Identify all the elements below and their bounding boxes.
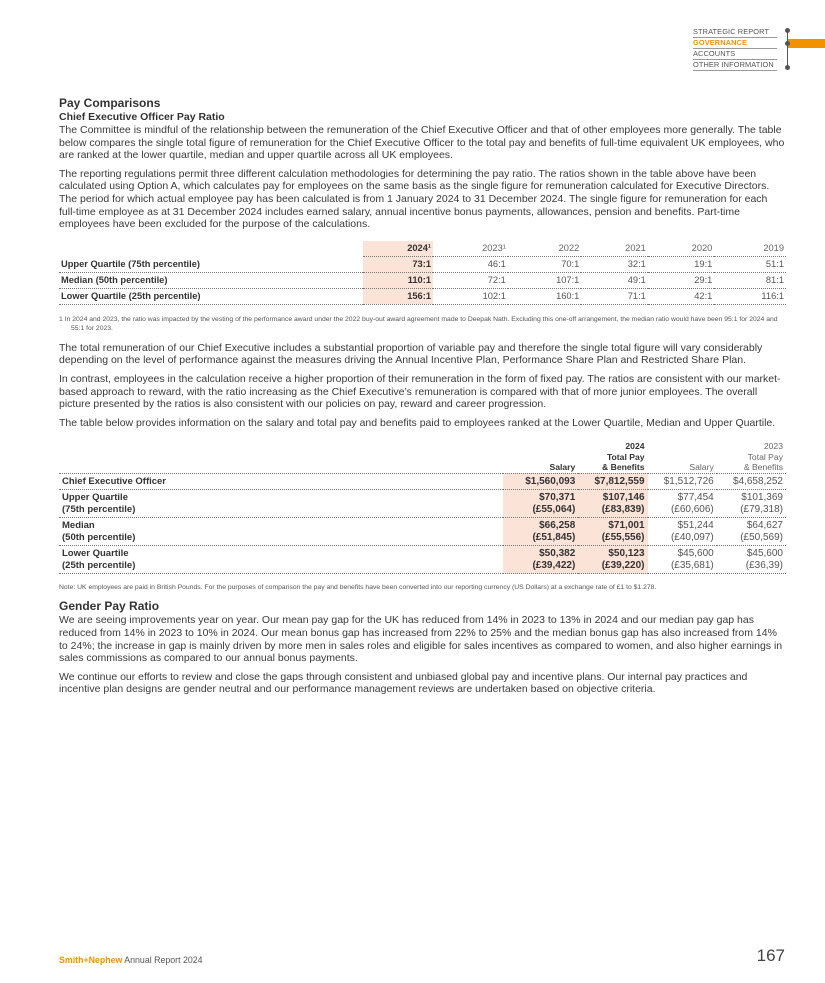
- table-row: [59, 546, 786, 574]
- table-cell: 42:1: [648, 288, 715, 304]
- table-cell: $7,812,559: [578, 473, 647, 490]
- table-row: [59, 490, 786, 518]
- column-header: 2021: [581, 241, 648, 257]
- column-header: 2022: [508, 241, 581, 257]
- table-cell: $45,600 (£36,39): [717, 546, 786, 574]
- table-cell: $101,369 (£79,318): [717, 490, 786, 518]
- table-row: [59, 518, 786, 546]
- nav-other-information[interactable]: OTHER INFORMATION: [693, 60, 777, 71]
- table-cell: 49:1: [581, 272, 648, 288]
- table-note: Note: UK employees are paid in British Pounds. For the purposes of comparison the pay and benefits have been converted into our reporting currency (US Dollars) at a exchange rate of £1 to $1.278.: [59, 584, 657, 592]
- table-header-row: [59, 241, 786, 257]
- table-cell: $71,001 (£55,556): [578, 518, 647, 546]
- paragraph: The total remuneration of our Chief Executive includes a substantial proportion of variable pay and therefore the single total figure will vary considerably depending on the level of performance against the measures driving the Annual Incentive Plan, Performance Share Plan and Restricted Share Plan.: [59, 341, 763, 367]
- page-number: 167: [756, 946, 785, 965]
- table-cell: 46:1: [433, 256, 508, 272]
- table-cell: 160:1: [508, 288, 581, 304]
- table-cell: $4,658,252: [717, 473, 786, 490]
- table-cell: $50,382 (£39,422): [503, 546, 578, 574]
- table-cell: 29:1: [648, 272, 715, 288]
- table-cell: $64,627 (£50,569): [717, 518, 786, 546]
- row-label: Upper Quartile (75th percentile): [59, 490, 503, 518]
- table-cell: 32:1: [581, 256, 648, 272]
- table-row: [59, 256, 786, 272]
- footer: [59, 955, 203, 965]
- column-header: Total Pay & Benefits: [743, 451, 783, 473]
- table-cell: 51:1: [714, 256, 786, 272]
- column-header: 2020: [648, 241, 715, 257]
- table-cell: 71:1: [581, 288, 648, 304]
- column-header: 2024¹: [363, 241, 433, 257]
- section-nav: [693, 27, 825, 71]
- row-label: Chief Executive Officer: [59, 473, 503, 490]
- table-header-row: [59, 452, 786, 474]
- year-header: 2024: [625, 441, 645, 452]
- table-cell: 156:1: [363, 288, 433, 304]
- table-year-row: [59, 441, 786, 452]
- nav-dot: [785, 41, 790, 46]
- column-header: Salary: [689, 462, 714, 473]
- nav-dot: [785, 65, 790, 70]
- section-title: Pay Comparisons: [59, 96, 161, 110]
- paragraph: We are seeing improvements year on year. Our mean pay gap for the UK has reduced from 14% in 2023 to 13% in 2024 and our median pay gap has reduced from 14% in 2023 to 10% in 2024. Our mean bonus gap has increased from 22% to 25% and the median bonus gap has also increased from 14% to 24%; the increase in gap is mainly driven by more men in sales roles and eligible for sales incentives as compared to women, and also higher earnings in sales commissions as compared to our annual bonus payments.: [59, 614, 783, 665]
- table-row: [59, 473, 786, 490]
- table-cell: 102:1: [433, 288, 508, 304]
- paragraph: In contrast, employees in the calculation receive a higher proportion of their remuneration in the form of fixed pay. The ratios are consistent with our market-based approach to reward, with the ratio increasing as the Chief Executive’s remuneration is compared with that of more junior employees. The overall picture presented by the ratios is also consistent with our policies on pay, reward and career progression.: [59, 372, 781, 411]
- paragraph: The table below provides information on the salary and total pay and benefits paid to employees ranked at the Lower Quartile, Median and Upper Quartile.: [59, 416, 776, 429]
- paragraph: The Committee is mindful of the relationship between the remuneration of the Chief Executive Officer and that of other employees more generally. The table below compares the single total figure of remuneration for the Chief Executive Officer to the total pay and benefits of full-time equivalent UK employees, who are ranked at the lower quartile, median and upper quartile across all UK employees.: [59, 124, 785, 162]
- nav-dot: [785, 28, 790, 33]
- table-cell: 19:1: [648, 256, 715, 272]
- nav-active-bar: [788, 39, 825, 48]
- table-cell: 72:1: [433, 272, 508, 288]
- column-header: Salary: [549, 462, 576, 473]
- table-row: [59, 288, 786, 304]
- table-cell: $70,371 (£55,064): [503, 490, 578, 518]
- table-cell: $1,560,093: [503, 473, 578, 490]
- table-cell: 107:1: [508, 272, 581, 288]
- table-cell: 110:1: [363, 272, 433, 288]
- row-label: Median (50th percentile): [59, 518, 503, 546]
- pay-benefits-table: [59, 441, 786, 574]
- footnote: 1 In 2024 and 2023, the ratio was impacted by the vesting of the performance award under the 2022 buy-out award agreement made to Deepak Nath. Excluding this one-off arrangement, the median ratio would have been 95:1 for 2024 and 55:1 for 2023.: [59, 315, 778, 332]
- paragraph: The reporting regulations permit three different calculation methodologies for determining the pay ratio. The ratios shown in the table above have been calculated using Option A, which calculates pay for employees on the same basis as the single figure for remuneration calculated for Executive Directors. The period for which actual employee pay has been calculated is from 1 January 2024 to 31 December 2024. The single figure for remuneration for each full-time employee as at 31 December 2024 includes earned salary, annual incentive bonus payments, allowances, pension and benefits. Part-time employees have been excluded for the purpose of the calculations.: [59, 167, 770, 231]
- row-label: Lower Quartile (25th percentile): [59, 546, 503, 574]
- table-cell: $45,600 (£35,681): [648, 546, 717, 574]
- section-subtitle: Chief Executive Officer Pay Ratio: [59, 111, 225, 123]
- year-header: 2023: [763, 441, 783, 452]
- table-cell: $66,258 (£51,845): [503, 518, 578, 546]
- footer-text: Annual Report 2024: [122, 955, 203, 965]
- table-cell: $1,512,726: [648, 473, 717, 490]
- main-content: [59, 96, 786, 696]
- table-cell: 73:1: [363, 256, 433, 272]
- column-header: 2023¹: [433, 241, 508, 257]
- brand-name: Smith+Nephew: [59, 955, 123, 965]
- table-cell: $107,146 (£83,839): [578, 490, 647, 518]
- table-cell: $51,244 (£40,097): [648, 518, 717, 546]
- nav-accounts[interactable]: ACCOUNTS: [693, 49, 777, 60]
- nav-strategic-report[interactable]: STRATEGIC REPORT: [693, 27, 777, 38]
- table-cell: $77,454 (£60,606): [648, 490, 717, 518]
- gender-pay-title: Gender Pay Ratio: [59, 599, 160, 614]
- paragraph: We continue our efforts to review and close the gaps through consistent and unbiased global pay and incentive plans. Our internal pay practices and incentive plan designs are gender neutral and our performance management reviews are undertaken based on objective criteria.: [59, 670, 748, 696]
- table-cell: $50,123 (£39,220): [578, 546, 647, 574]
- table-cell: 116:1: [714, 288, 786, 304]
- row-label: Lower Quartile (25th percentile): [59, 288, 363, 304]
- table-cell: 70:1: [508, 256, 581, 272]
- table-cell: 81:1: [714, 272, 786, 288]
- row-label: Median (50th percentile): [59, 272, 363, 288]
- nav-governance[interactable]: GOVERNANCE: [693, 38, 777, 49]
- nav-indicator-line: [787, 30, 788, 68]
- pay-ratio-table: [59, 241, 786, 305]
- column-header: 2019: [714, 241, 786, 257]
- row-label: Upper Quartile (75th percentile): [59, 256, 363, 272]
- table-row: [59, 272, 786, 288]
- column-header: Total Pay & Benefits: [602, 451, 645, 473]
